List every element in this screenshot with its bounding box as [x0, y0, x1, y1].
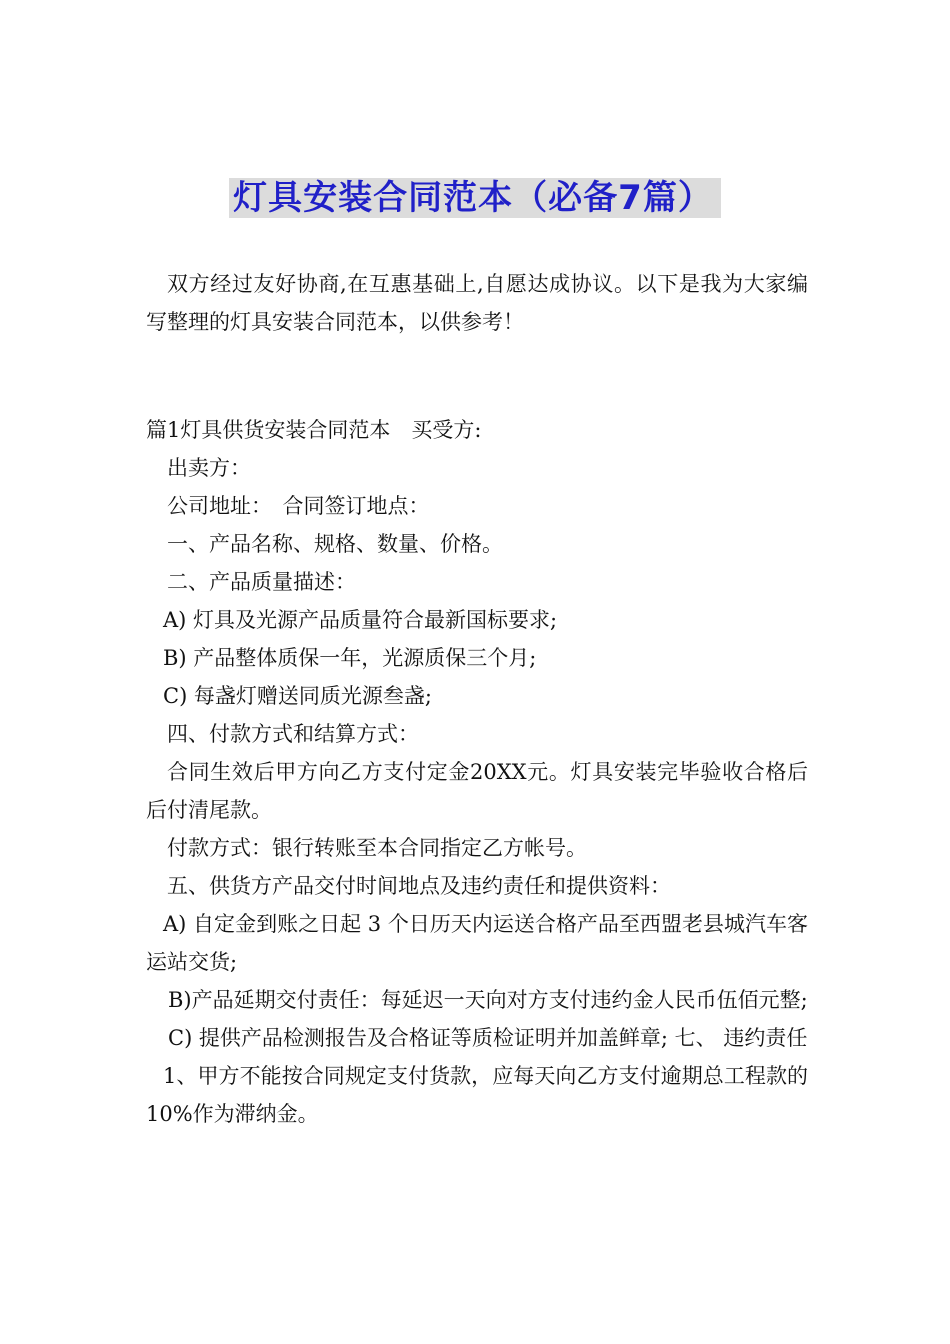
contract-body — [146, 411, 808, 1133]
clause-payment-method: 付款方式：银行转账至本合同指定乙方帐号。 — [167, 836, 587, 860]
clause-quality-a: A) 灯具及光源产品质量符合最新国标要求; — [163, 608, 558, 632]
document-title: 灯具安装合同范本（必备7篇） — [229, 178, 721, 218]
clause-payment-deposit: 合同生效后甲方向乙方支付定金20XX元。灯具安装完毕验收合格后后付清尾款。 — [146, 760, 808, 822]
clause-breach-1: 1、甲方不能按合同规定支付货款，应每天向乙方支付逾期总工程款的10%作为滞纳金。 — [146, 1064, 808, 1126]
clause-payment: 四、付款方式和结算方式： — [167, 722, 419, 746]
title-container — [0, 178, 950, 218]
clause-quality-c: C) 每盏灯赠送同质光源叁盏; — [163, 684, 433, 708]
address-line: 公司地址： 合同签订地点： — [167, 494, 430, 518]
clause-delivery-c: C) 提供产品检测报告及合格证等质检证明并加盖鲜章; 七、 违约责任 — [168, 1026, 808, 1050]
intro-paragraph: 双方经过友好协商,在互惠基础上,自愿达成协议。以下是我为大家编写整理的灯具安装合同范本，以供参考！ — [146, 272, 808, 334]
clause-delivery: 五、供货方产品交付时间地点及违约责任和提供资料： — [167, 874, 671, 898]
seller-line: 出卖方： — [167, 456, 251, 480]
clause-product: 一、产品名称、规格、数量、价格。 — [167, 532, 503, 556]
clause-delivery-b: B)产品延期交付责任：每延迟一天向对方支付违约金人民币伍佰元整; — [168, 988, 808, 1012]
clause-quality-b: B) 产品整体质保一年，光源质保三个月; — [163, 646, 537, 670]
clause-delivery-a: A) 自定金到账之日起 3 个日历天内运送合格产品至西盟老县城汽车客运站交货; — [146, 912, 808, 974]
section-heading: 篇1灯具供货安装合同范本 买受方: — [146, 418, 482, 442]
clause-quality: 二、产品质量描述： — [167, 570, 356, 594]
